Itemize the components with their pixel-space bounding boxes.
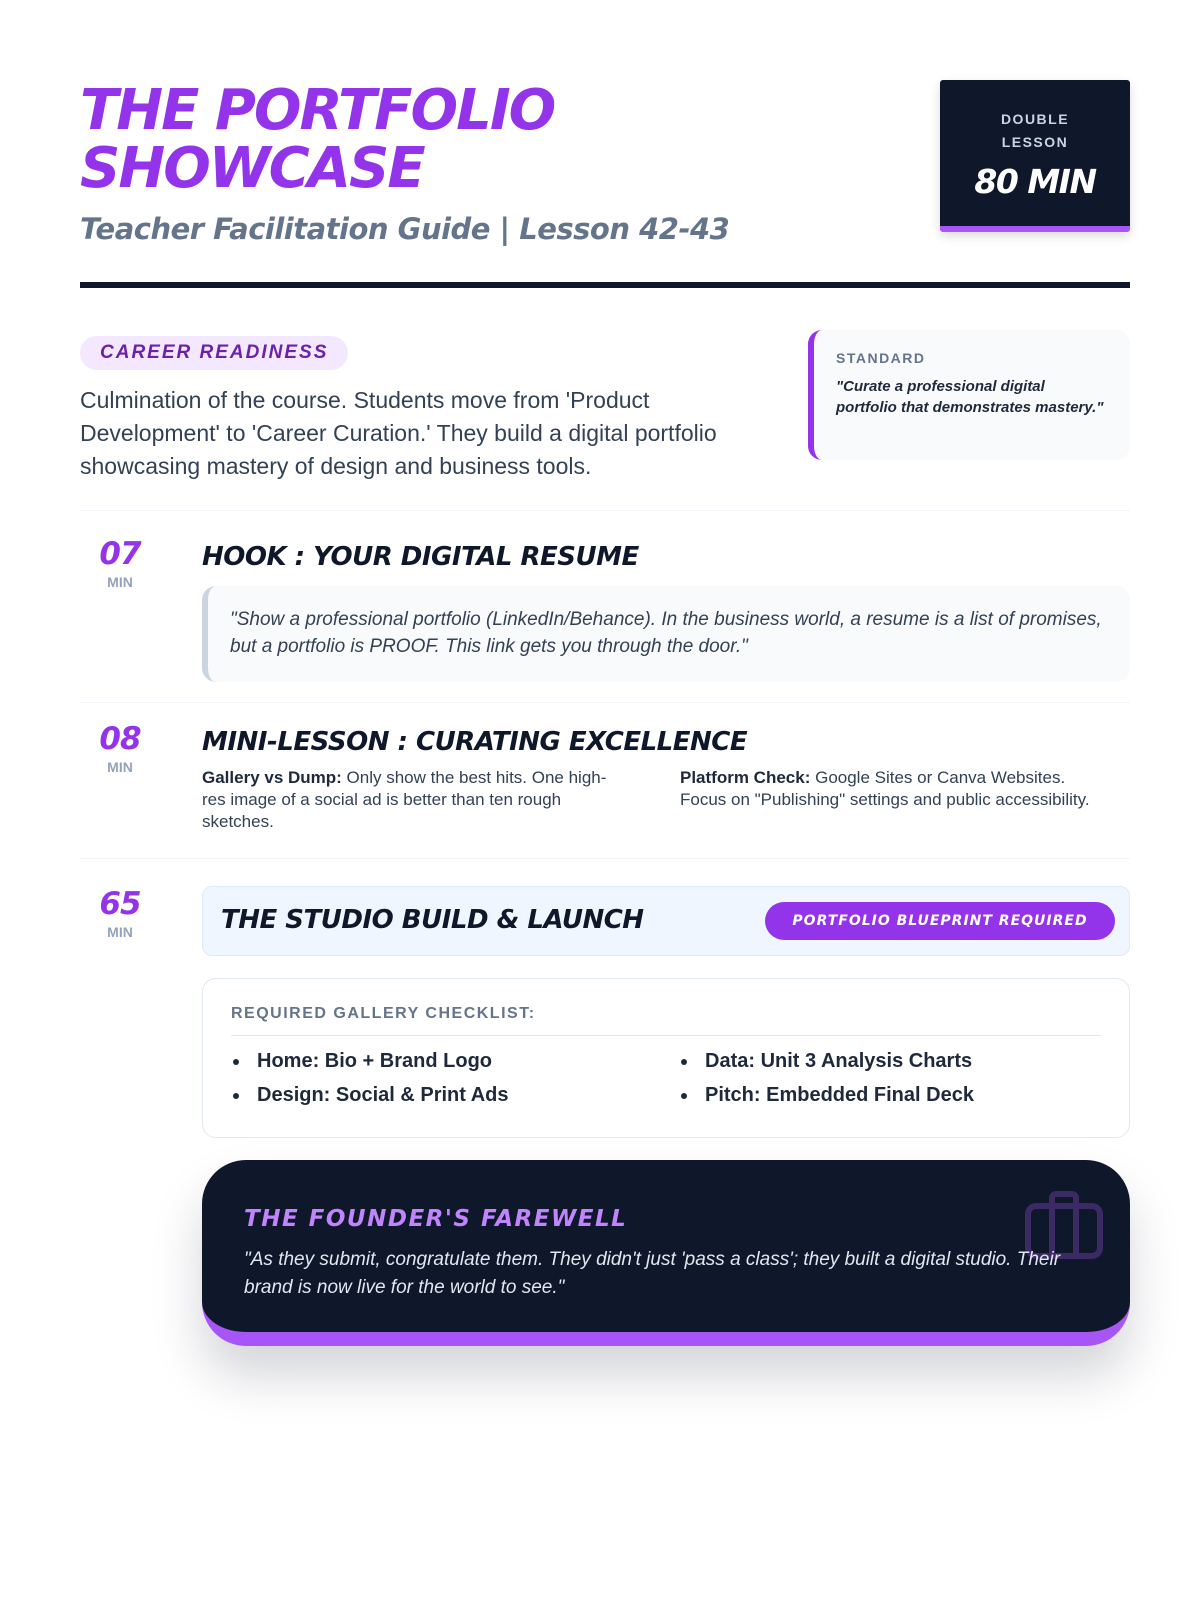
checklist-items bbox=[231, 1036, 1101, 1126]
standard-card bbox=[808, 330, 1130, 460]
founders-farewell-card bbox=[202, 1160, 1130, 1346]
duration-badge bbox=[940, 80, 1130, 232]
phase-title-hook: HOOK : YOUR DIGITAL RESUME bbox=[202, 542, 639, 572]
phase-title-mini-lesson: MINI-LESSON : CURATING EXCELLENCE bbox=[202, 727, 748, 757]
page-subtitle: Teacher Facilitation Guide | Lesson 42-43 bbox=[80, 212, 730, 246]
duration-label: DOUBLE LESSON bbox=[1000, 111, 1070, 150]
studio-build-bar bbox=[202, 886, 1130, 956]
title-line-1: THE PORTFOLIO bbox=[80, 78, 555, 143]
gallery-vs-dump-note bbox=[202, 767, 622, 833]
checklist-item: Pitch: Embedded Final Deck bbox=[679, 1084, 974, 1107]
hook-quote: "Show a professional portfolio (LinkedIn/Behance). In the business world, a resume is a list of promises, but a portfolio is PROOF. This link gets you through the door." bbox=[202, 586, 1130, 682]
header-divider bbox=[80, 282, 1130, 288]
duration-value: 80 MIN bbox=[974, 162, 1096, 201]
lesson-description: Culmination of the course. Students move from 'Product Development' to 'Career Curation.' They build a digital portfolio showcasing mastery of design and business tools. bbox=[80, 387, 717, 479]
gallery-checklist bbox=[202, 978, 1130, 1138]
phase-minutes: 08 bbox=[99, 721, 141, 757]
phase-minutes-unit: MIN bbox=[107, 759, 133, 775]
phase-minutes-unit: MIN bbox=[107, 574, 133, 590]
platform-check-label: Platform Check: bbox=[680, 768, 811, 787]
phase-duration bbox=[80, 886, 160, 940]
title-line-2: SHOWCASE bbox=[80, 136, 424, 201]
platform-check-note bbox=[680, 767, 1100, 811]
checklist-title: REQUIRED GALLERY CHECKLIST: bbox=[231, 1005, 1101, 1036]
farewell-title: THE FOUNDER'S FAREWELL bbox=[244, 1206, 628, 1232]
farewell-quote: "As they submit, congratulate them. They didn't just 'pass a class'; they built a digital studio. Their brand is now live for the world to see." bbox=[244, 1249, 1061, 1298]
gallery-vs-dump-label: Gallery vs Dump: bbox=[202, 768, 342, 787]
checklist-item: Design: Social & Print Ads bbox=[231, 1084, 509, 1107]
page-title bbox=[80, 78, 555, 201]
standard-quote: "Curate a professional digital portfolio that demonstrates mastery." bbox=[836, 378, 1104, 416]
phase-title-studio-build: THE STUDIO BUILD & LAUNCH bbox=[221, 905, 644, 935]
portfolio-blueprint-button[interactable]: PORTFOLIO BLUEPRINT REQUIRED bbox=[765, 902, 1115, 940]
phase-duration bbox=[80, 721, 160, 775]
platform-check-text: Google Sites or Canva Websites. Focus on "Publishing" settings and public accessibility. bbox=[680, 768, 1090, 809]
checklist-item: Home: Bio + Brand Logo bbox=[231, 1050, 492, 1073]
phase-minutes: 65 bbox=[99, 886, 141, 922]
phase-duration bbox=[80, 536, 160, 590]
phase-minutes-unit: MIN bbox=[107, 924, 133, 940]
gallery-vs-dump-text: Only show the best hits. One high-res image of a social ad is better than ten rough sketches. bbox=[202, 768, 607, 831]
checklist-item: Data: Unit 3 Analysis Charts bbox=[679, 1050, 972, 1073]
section-divider bbox=[80, 858, 1130, 859]
section-divider bbox=[80, 702, 1130, 703]
phase-minutes: 07 bbox=[99, 536, 141, 572]
category-tag: CAREER READINESS bbox=[80, 336, 348, 370]
standard-label: STANDARD bbox=[836, 350, 926, 366]
section-divider bbox=[80, 510, 1130, 511]
